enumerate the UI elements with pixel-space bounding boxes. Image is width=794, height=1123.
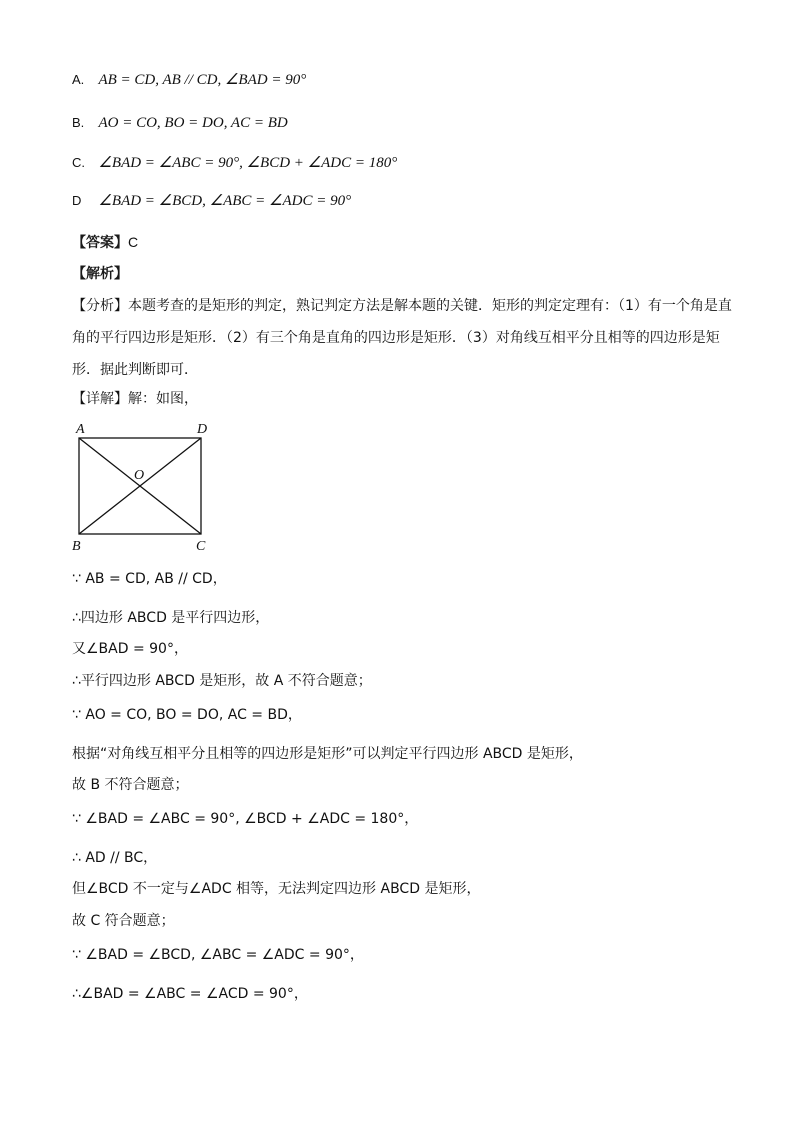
option-letter: A. (72, 72, 85, 87)
option-text: ∠BAD = ∠ABC = 90°, ∠BCD + ∠ADC = 180° (98, 155, 398, 171)
rectangle-figure (70, 418, 220, 556)
center-o-label: O (134, 468, 145, 483)
solution-step: ∴平行四边形 ABCD 是矩形，故 A 不符合题意； (72, 673, 372, 689)
option-letter: B. (72, 115, 85, 130)
solution-step: 但∠BCD 不一定与∠ADC 相等，无法判定四边形 ABCD 是矩形， (72, 881, 481, 897)
option-b (72, 113, 288, 133)
detail-label: 【详解】解：如图， (72, 391, 198, 407)
option-text: AB = CD, AB // CD, ∠BAD = 90° (98, 72, 307, 88)
answer-label: 【答案】 (72, 235, 128, 251)
solution-step: ∴四边形 ABCD 是平行四边形， (72, 610, 270, 626)
vertex-b-label: B (72, 539, 81, 554)
solution-step: ∵ ∠BAD = ∠ABC = 90°, ∠BCD + ∠ADC = 180°， (72, 811, 419, 827)
option-text: AO = CO, BO = DO, AC = BD (98, 115, 288, 131)
analysis-intro: 【分析】本题考查的是矩形的判定，熟记判定方法是解本题的关键．矩形的判定定理有：（1）有一个角是直角的平行四边形是矩形．（2）有三个角是直角的四边形是矩形．（3）对角线互相平分且相等的四边形是矩形．据此判断即可． (72, 298, 732, 378)
solution-step: 故 C 符合题意； (72, 913, 175, 929)
solution-step: ∵ AO = CO, BO = DO, AC = BD， (72, 707, 302, 723)
vertex-d-label: D (197, 422, 208, 437)
answer-line (72, 232, 138, 253)
analysis-line (72, 264, 128, 284)
solution-step: ∴∠BAD = ∠ABC = ∠ACD = 90°， (72, 986, 308, 1002)
option-a (72, 70, 306, 90)
rectangle-diagram (70, 418, 220, 556)
solution-step: 又∠BAD = 90°， (72, 641, 188, 657)
vertex-a-label: A (76, 422, 85, 437)
option-text: ∠BAD = ∠BCD, ∠ABC = ∠ADC = 90° (98, 193, 352, 209)
answer-value: C (128, 234, 139, 250)
option-letter: C. (72, 155, 85, 170)
analysis-label: 【解析】 (72, 266, 128, 282)
option-letter: D (72, 193, 82, 208)
vertex-c-label: C (196, 539, 206, 554)
solution-step: ∵ ∠BAD = ∠BCD, ∠ABC = ∠ADC = 90°， (72, 947, 364, 963)
solution-step: 故 B 不符合题意； (72, 777, 189, 793)
solution-step: 根据“对角线互相平分且相等的四边形是矩形”可以判定平行四边形 ABCD 是矩形， (72, 746, 583, 762)
option-d (72, 191, 351, 211)
solution-step: ∴ AD // BC， (72, 850, 158, 866)
solution-step: ∵ AB = CD, AB // CD， (72, 571, 227, 587)
option-c (72, 153, 397, 173)
